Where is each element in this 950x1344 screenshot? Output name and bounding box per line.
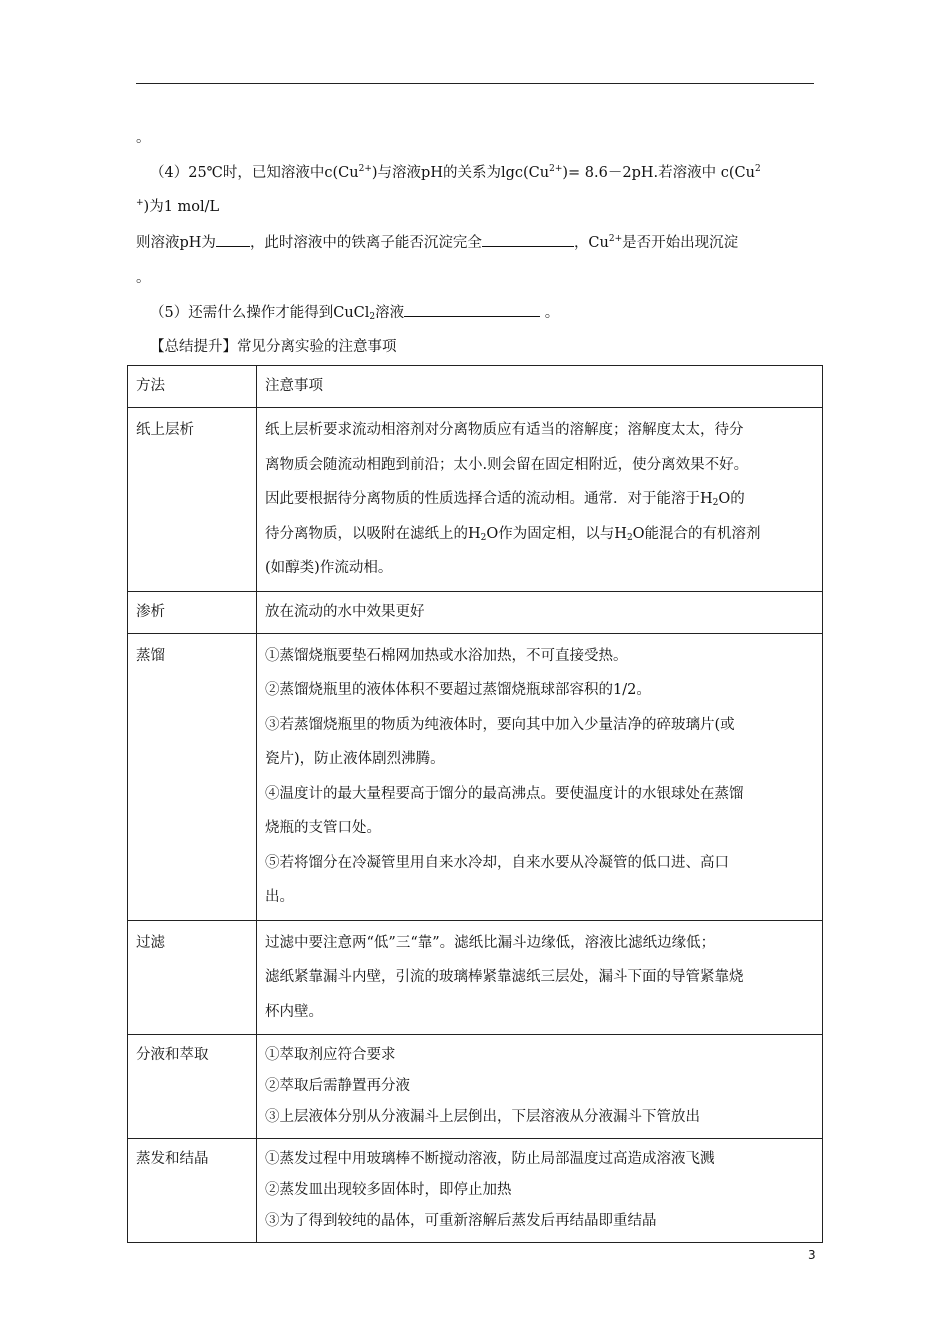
table-row — [128, 408, 823, 592]
notes-cell: 放在流动的水中效果更好 — [257, 591, 823, 633]
method-cell: 分液和萃取 — [128, 1035, 257, 1139]
notes-cell: ①蒸发过程中用玻璃棒不断搅动溶液，防止局部温度过高造成溶液飞溅 ②蒸发皿出现较多固体时，即停止加热 ③为了得到较纯的晶体，可重新溶解后蒸发后再结晶即重结晶 — [257, 1139, 823, 1243]
notes-cell: 过滤中要注意两“低”三“靠”。滤纸比漏斗边缘低，溶液比滤纸边缘低； 滤纸紧靠漏斗内壁，引流的玻璃棒紧靠滤纸三层处，漏斗下面的导管紧靠烧 杯内壁。 — [257, 920, 823, 1035]
table-header-row — [128, 366, 823, 408]
notes-cell: ①蒸馏烧瓶要垫石棉网加热或水浴加热，不可直接受热。 ②蒸馏烧瓶里的液体体积不要超过蒸馏烧瓶球部容积的1/2。 ③若蒸馏烧瓶里的物质为纯液体时，要向其中加入少量洁净的碎玻璃片(或 瓷片)，防止液体剧烈沸腾。 ④温度计的最大量程要高于馏分的最高沸点。要使温度计的水银球处在蒸馏 烧瓶的支管口处。 ⑤若将馏分在冷凝管里用自来水冷却，自来水要从冷凝管的低口进、高口 出。 — [257, 633, 823, 920]
separation-notes-table — [127, 365, 823, 1243]
method-cell: 蒸发和结晶 — [128, 1139, 257, 1243]
method-cell: 过滤 — [128, 920, 257, 1035]
summary-title: 【总结提升】常见分离实验的注意事项 — [150, 339, 397, 355]
header-rule — [136, 83, 814, 84]
question-4-line-1: （4）25℃时，已知溶液中$c(Cu^{2+})$与溶液pH的关系为$\lg c(Cu^{2+})= 8.6-2pH$.若溶液中 c(Cu$^2$ — [150, 164, 761, 181]
table-row — [128, 633, 823, 920]
table-row — [128, 591, 823, 633]
header-method: 方法 — [128, 366, 257, 408]
notes-cell: 纸上层析要求流动相溶剂对分离物质应有适当的溶解度；溶解度太太，待分 离物质会随流动相跑到前沿；太小.则会留在固定相附近，使分离效果不好。 因此要根据待分离物质的性质选择合适的流动相。通常．对于能溶于$H_2O$的 待分离物质，以吸附在滤纸上的$H_2O$作为固定相，以与$H_2O$能混合的有机溶剂 (如醇类)作流动相。 — [257, 408, 823, 592]
page-number: 3 — [808, 1248, 816, 1262]
method-cell: 渗析 — [128, 591, 257, 633]
table-row — [128, 1035, 823, 1139]
table-row — [128, 1139, 823, 1243]
question-4-line-3: 则溶液pH为 ，此时溶液中的铁离子能否沉淀完全 ，$Cu^{2+}$是否开始出现沉淀 — [136, 234, 739, 251]
method-cell: 蒸馏 — [128, 633, 257, 920]
question-4-line-2: +)为1 mol/L — [136, 198, 220, 215]
blank-ph[interactable] — [216, 232, 250, 247]
blank-operation[interactable] — [404, 302, 540, 317]
pre-mark: 。 — [136, 130, 151, 146]
question-5: （5）还需什么操作才能得到CuCl$_2$溶液 。 — [150, 302, 559, 323]
notes-cell: ①萃取剂应符合要求 ②萃取后需静置再分液 ③上层液体分别从分液漏斗上层倒出，下层溶液从分液漏斗下管放出 — [257, 1035, 823, 1139]
table-row — [128, 920, 823, 1035]
post-mark: 。 — [136, 270, 151, 286]
header-notes: 注意事项 — [257, 366, 823, 408]
method-cell: 纸上层析 — [128, 408, 257, 592]
blank-iron-ion[interactable] — [482, 232, 574, 247]
